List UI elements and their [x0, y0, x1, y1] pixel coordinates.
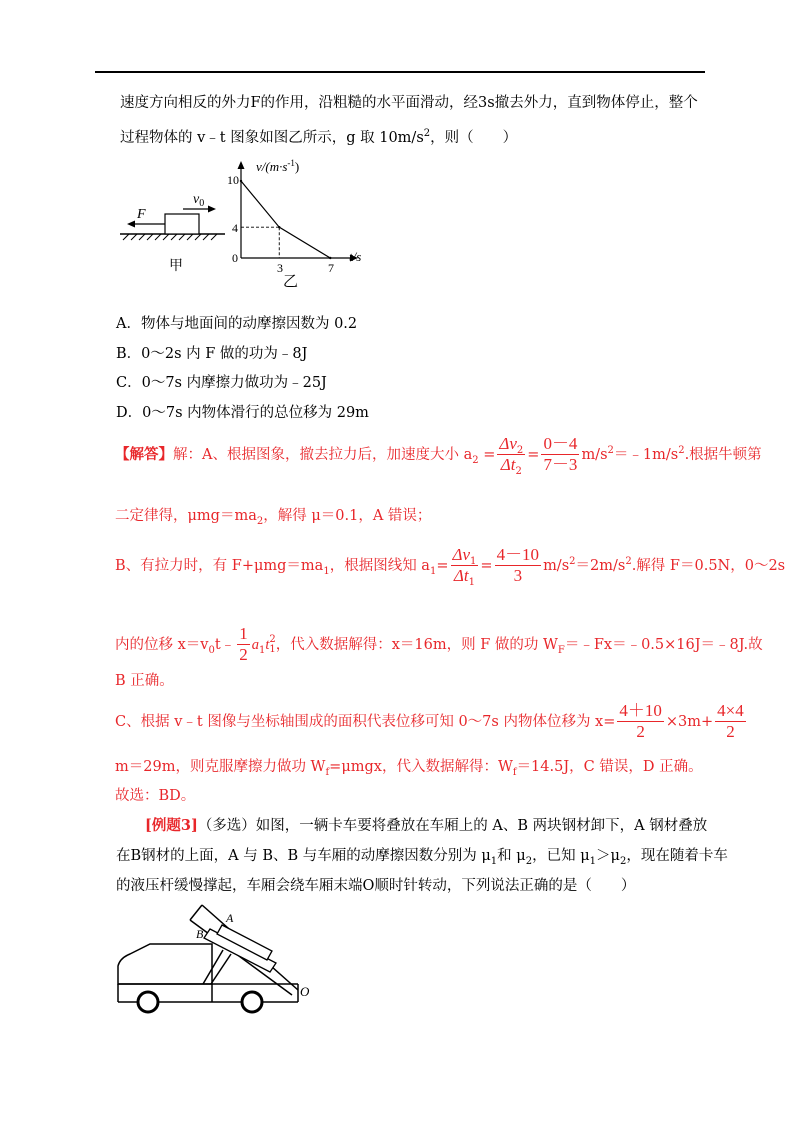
fraction-a2-values: $\frac{0-4}{7-3}$ [543, 434, 578, 475]
answer-line-7: m＝29m，则克服摩擦力做功 $W_f=\mu mgx$，代入数据解得：$W_f=14.5J$，C 错误，D 正确。 [115, 759, 703, 778]
force-arrowhead [127, 221, 135, 228]
data-point-0 [240, 180, 242, 182]
front-wheel [138, 992, 158, 1012]
fraction-a1-values: $\frac{4-10}{3}$ [496, 545, 540, 586]
answer-line-3: B、有拉力时，有 $F+\mu mg=ma_1$，根据图线知 $a_1=$ $\frac{\Delta v_1}{\Delta t_1}$ = $\frac{4-10}{3}$ $m/s^2=2m/s^2$.解得 F＝0.5N，0～2s [115, 545, 786, 589]
y-axis-label: $v/(m\cdot s^{-1})$ [256, 158, 300, 174]
ground-hatching [123, 234, 217, 240]
y-axis-arrowhead [238, 161, 245, 169]
example3-line-3: 的液压杆缓慢撑起，车厢会绕车厢末端O顺时针转动，下列说法正确的是（ ） [116, 878, 636, 894]
data-point-2 [329, 257, 331, 259]
block [165, 214, 199, 234]
y-tick-4: 4 [232, 221, 238, 235]
option-d: D．0～7s 内物体滑行的总位移为 29m [116, 405, 369, 421]
caption-jia: 甲 [169, 259, 183, 274]
example3-line-1: [例题3]（多选）如图，一辆卡车要将叠放在车厢上的 A、B 两块钢材卸下，A 钢材叠放 [145, 817, 708, 834]
option-a: A．物体与地面间的动摩擦因数为 0.2 [116, 316, 358, 332]
x-tick-3: 3 [277, 261, 283, 275]
label-b: B [196, 927, 204, 941]
answer-line-1: 【解答】解：A、根据图象，撤去拉力后，加速度大小 $a_2$ = $\frac{\Delta v_2}{\Delta t_2}$ = $\frac{0-4}{7-3}$ $m/s^2=﹣1m/s^2$.根据牛顿第 [115, 434, 762, 478]
answer-line-4: 内的位移 $x=v_0t﹣$ $\frac{1}{2}$ $a_1t$ 2 1 ，代入数据解得：x＝16m，则 F 做的功 $W_F=﹣Fx=﹣0.5\times 16J=﹣8J$.故 [115, 624, 763, 665]
velocity-arrowhead [208, 206, 216, 213]
example3-line-2: 在B钢材的上面，A 与 B、B 与车厢的动摩擦因数分别为 $\mu_1$和 $\mu_2$，已知 $\mu_1>\mu_2$，现在随着卡车 [116, 848, 728, 867]
answer-line-6: C、根据 v﹣t 图像与坐标轴围成的面积代表位移可知 0～7s 内物体位移为 x= $\frac{4+10}{2}$ ×3m+ $\frac{4\times 4}{2}$ [115, 701, 744, 742]
header-rule [95, 71, 705, 73]
intro-line-1: 速度方向相反的外力F的作用，沿粗糙的水平面滑动，经3s撤去外力，直到物体停止，整个 [120, 95, 698, 111]
figure-jia [115, 182, 225, 277]
force-label: F [137, 207, 146, 222]
fraction-dv2-dt2: $\frac{\Delta v_2}{\Delta t_2}$ [499, 434, 524, 478]
vt-graph [225, 158, 375, 290]
truck-figure [110, 902, 325, 1017]
truck-bed-end [190, 905, 202, 920]
hydraulic-rod-1 [203, 950, 223, 984]
y-tick-0: 0 [232, 251, 238, 265]
option-c: C．0～7s 内摩擦力做功为﹣25J [116, 375, 327, 391]
example3-label: [例题3] [145, 817, 198, 834]
label-a: A [226, 911, 234, 925]
truck-cab [118, 944, 212, 984]
data-point-1 [278, 226, 280, 228]
v0-label: $v_0$ [193, 192, 205, 209]
intro-line-2: 过程物体的 v﹣t 图象如图乙所示，g 取 $10m/s^2$，则（ ） [120, 128, 518, 146]
answer-choice: 故选：BD。 [115, 788, 196, 804]
x-axis-label: t/s [349, 249, 362, 264]
rear-wheel [242, 992, 262, 1012]
option-b: B．0～2s 内 F 做的功为﹣8J [116, 346, 308, 362]
x-tick-7: 7 [328, 261, 334, 275]
fraction-trapezoid: $\frac{4+10}{2}$ [619, 701, 662, 742]
fraction-dv1-dt1: $\frac{\Delta v_1}{\Delta t_1}$ [452, 545, 477, 589]
fraction-half: $\frac{1}{2}$ [239, 624, 248, 665]
answer-tag: 【解答】 [115, 445, 173, 463]
y-tick-10: 10 [227, 173, 239, 187]
caption-yi: 乙 [283, 274, 299, 290]
hydraulic-rod-2 [211, 954, 231, 984]
velocity-series-line [241, 181, 330, 258]
fraction-triangle: $\frac{4\times 4}{2}$ [717, 701, 744, 742]
answer-line-2: 二定律得，$\mu mg=ma_2$，解得 μ＝0.1，A 错误； [115, 508, 432, 527]
label-o: O [300, 984, 310, 999]
answer-line-5: B 正确。 [115, 673, 174, 689]
